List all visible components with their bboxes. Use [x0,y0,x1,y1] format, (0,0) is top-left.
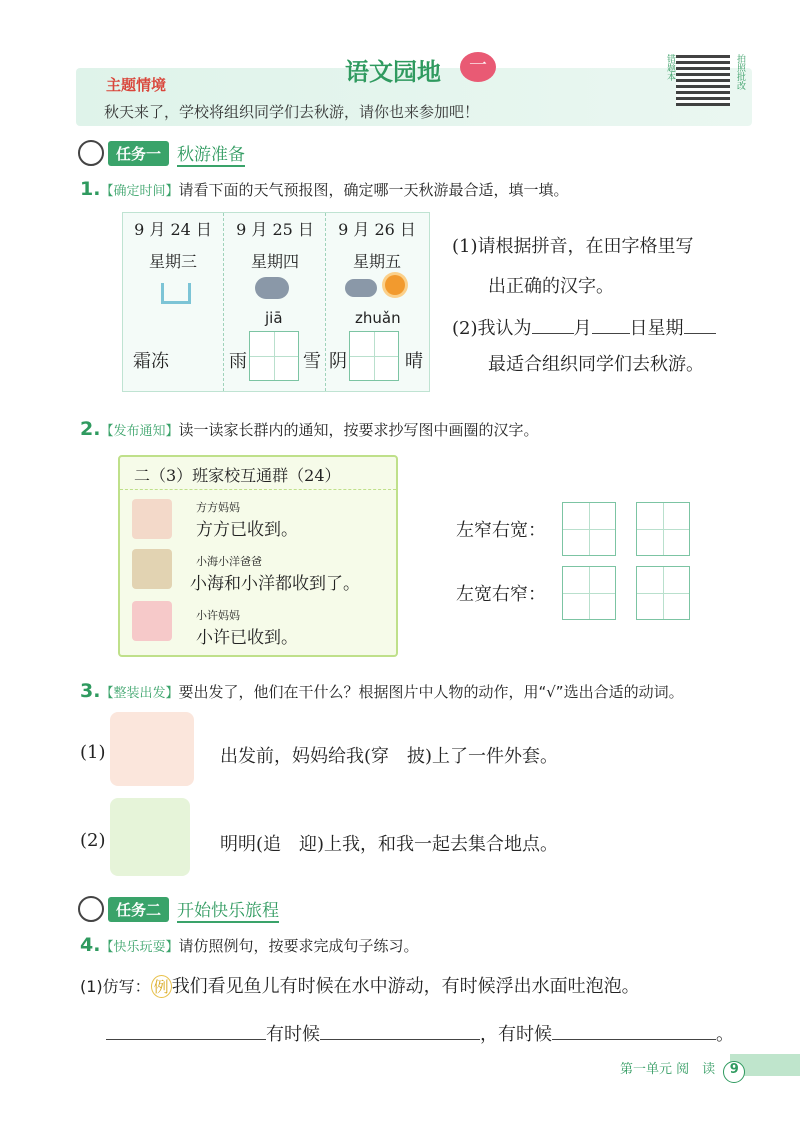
question-tag: 【确定时间】 [100,184,179,199]
question-tag: 【发布通知】 [100,424,179,439]
message-text: 小海和小洋都收到了。 [190,574,360,594]
day-weekday: 星期四 [250,252,299,271]
tianzige-box[interactable] [562,502,616,556]
weather-word: 阴 [329,351,347,372]
question-2-heading [80,418,538,440]
structure-label-wide-narrow: 左宽右窄： [456,584,546,605]
question-text: 要出发了，他们在干什么？根据图片中人物的动作，用“√”选出合适的动词。 [178,683,684,701]
q1-sub1-text-cont: 出正确的汉字。 [488,276,614,297]
tianzige-box[interactable] [562,566,616,620]
q4-example-line [80,972,640,998]
task-two-tag: 任务二 [108,897,169,922]
tianzige-box[interactable] [249,331,299,381]
day-date: 9 月 24 日 [134,220,212,239]
weather-forecast-table [122,212,430,392]
answer-blank-3[interactable] [552,1039,716,1040]
task-one-title: 秋游准备 [177,140,245,167]
message-text: 小许已收到。 [196,628,298,648]
qr-code-icon[interactable] [676,52,730,106]
connector-text: 有时候 [266,1024,320,1045]
pinyin-label: jiā [265,309,283,327]
task-one-tag: 任务一 [108,141,169,166]
example-mark: 例 [151,975,172,998]
cloud-icon [345,279,377,297]
answer-blank-2[interactable] [320,1039,480,1040]
children-running-illustration [110,798,190,876]
unit-label: 第一单元 阅 读 [620,1062,716,1077]
q1-sub2-text: (2)我认为 [452,318,532,339]
tianzige-box[interactable] [349,331,399,381]
rain-snow-cloud-icon [255,277,289,299]
question-text: 请看下面的天气预报图，确定哪一天秋游最合适，填一填。 [178,181,569,199]
message-text: 方方已收到。 [196,520,298,540]
q1-sub1-text: (1)请根据拼音，在田字格里写 [452,236,694,257]
tianzige-box[interactable] [636,566,690,620]
question-tag: 【快乐玩耍】 [100,940,179,955]
weather-word: 雨 [229,351,247,372]
question-number: 4. [80,934,101,956]
mother-child-illustration [110,712,194,786]
theme-intro: 秋天来了，学校将组织同学们去秋游，请你也来参加吧！ [104,103,480,121]
question-3-heading [80,680,684,702]
task-one-bar [78,140,245,166]
weather-word: 晴 [405,351,423,372]
item-number: (2) [80,830,106,851]
weather-word: 雪 [303,351,321,372]
question-4-heading [80,934,418,956]
example-sentence: 我们看见鱼儿有时候在水中游动，有时候浮出水面吐泡泡。 [171,976,640,997]
day-weekday: 星期五 [352,252,401,271]
question-text: 请仿照例句，按要求完成句子练习。 [178,937,419,955]
day-blank[interactable] [592,333,630,334]
question-number: 2. [80,418,101,440]
weekday-blank[interactable] [684,333,716,334]
qr-left-caption: 错题本 [665,54,675,81]
footer-unit [620,1058,745,1083]
structure-label-narrow-wide: 左窄右宽： [456,520,546,541]
theme-label: 主题情境 [106,76,167,94]
avatar [132,601,172,641]
q1-sub2-text-cont: 最适合组织同学们去秋游。 [488,354,704,375]
q4-answer-line [106,1020,734,1046]
weather-word: 霜冻 [133,351,169,372]
answer-blank-1[interactable] [106,1039,266,1040]
tianzige-box[interactable] [636,502,690,556]
question-1-heading [80,178,568,200]
connector-text: ，有时候 [480,1024,552,1045]
task-two-title: 开始快乐旅程 [177,896,279,923]
q3-item2-text: 明明(追 迎)上我，和我一起去集合地点。 [220,834,559,855]
avatar [132,549,172,589]
weather-day-3 [327,213,427,391]
item-number: (1) [80,742,106,763]
sender-name: 方方妈妈 [196,501,240,514]
month-blank[interactable] [532,333,574,334]
pinyin-label: zhuǎn [355,309,401,327]
day-date: 9 月 25 日 [236,220,314,239]
day-weekday-label: 日星期 [629,318,684,339]
group-title: 二（3）班家校互通群（24） [134,466,341,485]
mascot-icon [78,140,104,166]
page-title: 语文园地 [345,58,441,86]
day-date: 9 月 26 日 [338,220,416,239]
qr-right-caption: 拍照批改 [735,54,745,90]
parent-group-notice [118,455,398,657]
imitation-label: (1)仿写： [80,977,151,996]
month-label: 月 [573,318,592,339]
mascot-icon [78,896,104,922]
sender-name: 小许妈妈 [196,609,240,622]
weather-day-1 [123,213,224,391]
avatar [132,499,172,539]
frost-icon [161,283,191,304]
weather-day-2 [225,213,326,391]
page-number: 9 [723,1061,745,1083]
sender-name: 小海小洋爸爸 [196,555,262,568]
question-tag: 【整装出发】 [100,686,179,701]
question-number: 1. [80,178,101,200]
question-number: 3. [80,680,101,702]
sentence-end: 。 [716,1024,734,1045]
q1-sub2-line [452,314,716,340]
question-text: 读一读家长群内的通知，按要求抄写图中画圈的汉字。 [178,421,539,439]
sun-icon [385,275,405,295]
task-two-bar [78,896,279,922]
title-badge: 一 [460,52,496,82]
q3-item1-text: 出发前，妈妈给我(穿 披)上了一件外套。 [220,746,559,767]
group-header [120,457,396,490]
day-weekday: 星期三 [148,252,197,271]
